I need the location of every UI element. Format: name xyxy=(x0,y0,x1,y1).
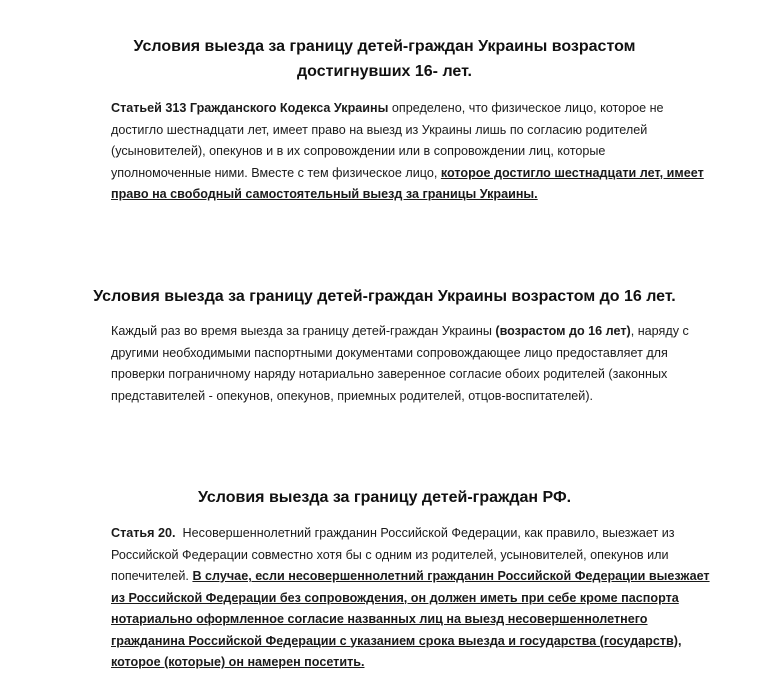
paragraph-line xyxy=(111,609,751,631)
text-run: достигло шестнадцати лет, имеет право на выезд из Украины лишь по согласию родителей xyxy=(111,122,648,137)
text-run: Статья 20. xyxy=(111,526,176,540)
paragraph-line xyxy=(111,184,751,206)
text-run: Статьей 313 Гражданского Кодекса Украины xyxy=(111,101,389,115)
paragraph-line xyxy=(111,141,751,163)
section-3-heading xyxy=(0,485,769,510)
paragraph-line xyxy=(111,588,751,610)
section-3-paragraph xyxy=(111,523,751,674)
paragraph-line xyxy=(111,98,751,120)
text-run: Каждый раз во время выезда за границу детей-граждан Украины xyxy=(111,324,496,338)
heading-line: Условия выезда за границу детей-граждан Украины возрастом до 16 лет. xyxy=(93,288,676,305)
text-run: попечителей. xyxy=(111,569,193,583)
text-run: В случае, если несовершеннолетний гражданин Российской Федерации выезжает xyxy=(192,569,710,583)
heading-line: достигнувших 16- лет. xyxy=(297,63,472,80)
paragraph-line xyxy=(111,631,751,653)
text-run: (усыновителей), опекунов и в их сопровождении или в сопровождении лиц, которые xyxy=(111,144,606,158)
text-run: Российской Федерации совместно хотя бы с одним из родителей, усыновителей, опекунов или xyxy=(111,547,669,562)
section-1-heading xyxy=(0,34,769,84)
paragraph-line xyxy=(111,343,751,365)
text-run: которое достигло шестнадцати лет, имеет xyxy=(440,165,704,180)
text-run: Несовершеннолетний гражданин Российской Федерации, как правило, выезжает из xyxy=(175,526,675,540)
heading-line: Условия выезда за границу детей-граждан Украины возрастом xyxy=(133,38,636,55)
text-run: нотариально оформленное согласие названных лиц на выезд несовершеннолетнего xyxy=(111,612,648,626)
text-run: из Российской Федерации без сопровождения, он должен иметь при себе кроме паспорта xyxy=(111,590,679,605)
text-run: право на свободный самостоятельный выезд за границы Украины. xyxy=(111,187,538,201)
text-run: проверки пограничному наряду нотариально заверенное согласие обоих родителей (законных xyxy=(111,367,668,381)
paragraph-line xyxy=(111,545,751,567)
section-2-heading xyxy=(0,284,769,309)
text-run: , наряду с xyxy=(630,324,689,338)
paragraph-line xyxy=(111,120,751,142)
text-run: представителей - опекунов, опекунов, приемных родителей, отцов-воспитателей). xyxy=(111,388,594,403)
text-run: гражданина Российской Федерации с указанием срока выезда и государства (государств), xyxy=(111,633,682,648)
text-run: которое (которые) он намерен посетить. xyxy=(111,655,365,669)
text-run: уполномоченные ними. Вместе с тем физическое лицо, xyxy=(111,165,441,180)
section-2-paragraph xyxy=(111,321,751,407)
text-run: определено, что физическое лицо, которое не xyxy=(388,101,664,115)
text-run: другими необходимыми паспортными документами сопровождающее лицо предоставляет для xyxy=(111,345,668,360)
paragraph-line xyxy=(111,321,751,343)
paragraph-line xyxy=(111,523,751,545)
paragraph-line xyxy=(111,386,751,408)
paragraph-line xyxy=(111,364,751,386)
section-1-paragraph xyxy=(111,98,751,206)
heading-line: Условия выезда за границу детей-граждан РФ. xyxy=(197,489,572,506)
paragraph-line xyxy=(111,566,751,588)
paragraph-line xyxy=(111,652,751,674)
paragraph-line xyxy=(111,163,751,185)
text-run: (возрастом до 16 лет) xyxy=(495,324,631,338)
